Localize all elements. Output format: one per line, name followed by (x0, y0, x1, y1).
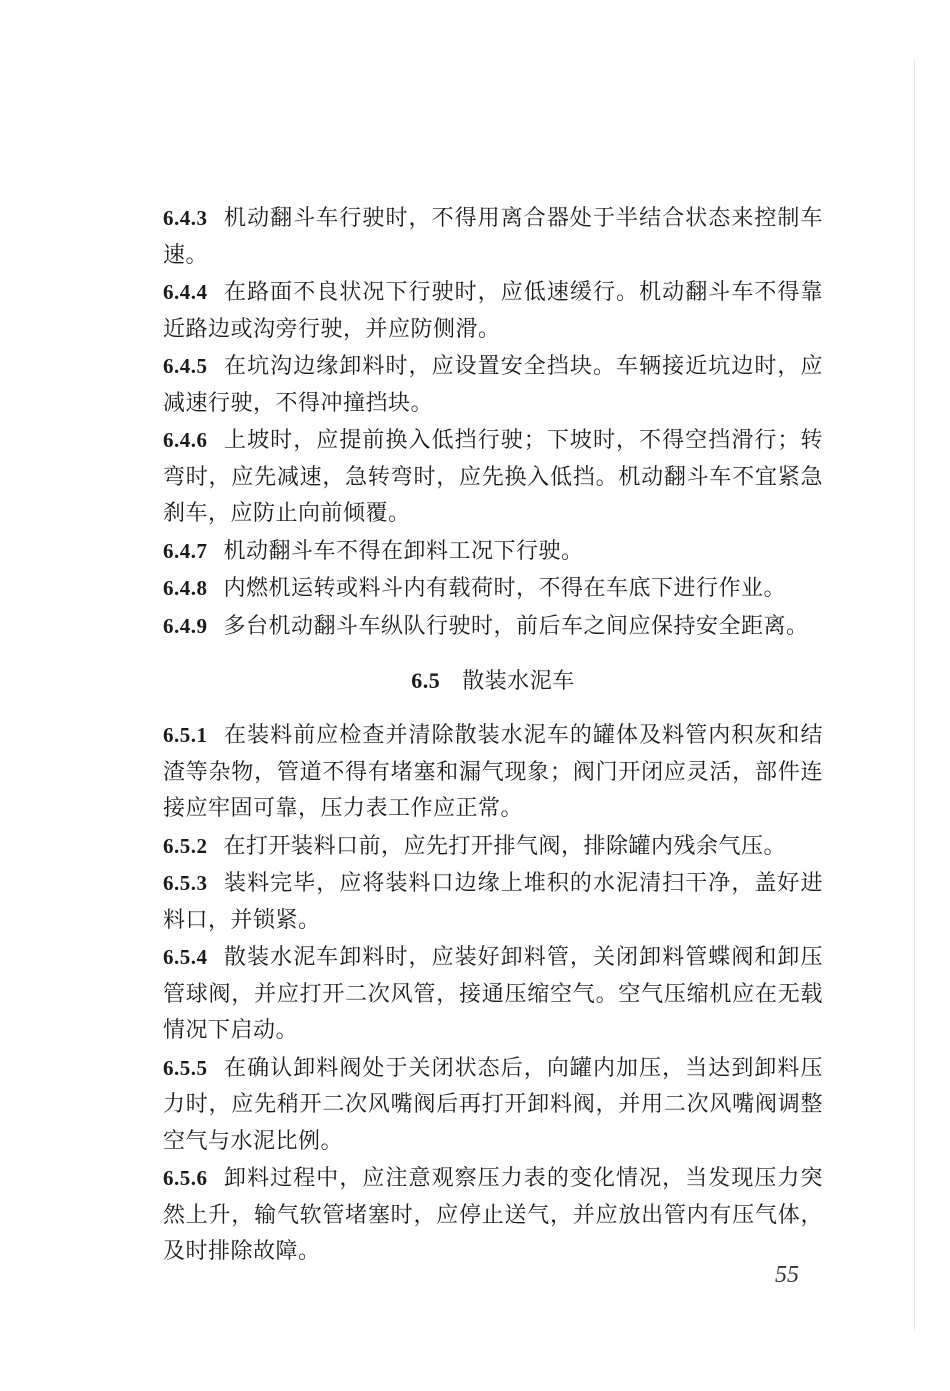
clause-text: 在确认卸料阀处于关闭状态后，向罐内加压，当达到卸料压力时，应先稍开二次风嘴阀后再打开卸料阀，并用二次风嘴阀调整空气与水泥比例。 (163, 1055, 823, 1154)
page-content (163, 200, 823, 1271)
clause-number: 6.4.8 (163, 576, 208, 600)
clause-text: 散装水泥车卸料时，应装好卸料管，关闭卸料管蝶阀和卸压管球阀，并应打开二次风管，接通压缩空气。空气压缩机应在无载情况下启动。 (163, 945, 823, 1043)
clause-6-4-3 (163, 200, 823, 274)
section-title-text: 散装水泥车 (462, 669, 575, 694)
clause-number: 6.5.5 (163, 1055, 208, 1080)
section-number: 6.5 (411, 668, 441, 693)
clause-text: 卸料过程中，应注意观察压力表的变化情况，当发现压力突然上升，输气软管堵塞时，应停止送气，并应放出管内有压气体，及时排除故障。 (163, 1166, 823, 1264)
clause-number: 6.4.3 (163, 206, 208, 230)
clause-text: 在装料前应检查并清除散装水泥车的罐体及料管内积灰和结渣等杂物，管道不得有堵塞和漏气现象；阀门开闭应灵活，部件连接应牢固可靠，压力表工作应正常。 (163, 723, 823, 821)
clause-text: 上坡时，应提前换入低挡行驶；下坡时，不得空挡滑行；转弯时，应先减速，急转弯时，应先换入低挡。机动翻斗车不宜紧急刹车，应防止向前倾覆。 (163, 428, 823, 526)
clause-number: 6.5.2 (163, 833, 208, 858)
clause-6-4-4 (163, 274, 823, 348)
clause-text: 多台机动翻斗车纵队行驶时，前后车之间应保持安全距离。 (223, 613, 809, 639)
clause-text: 在坑沟边缘卸料时，应设置安全挡块。车辆接近坑边时，应减速行驶，不得冲撞挡块。 (163, 354, 823, 416)
clause-6-4-5 (163, 348, 823, 422)
clause-6-5-3 (163, 865, 823, 939)
clause-number: 6.4.9 (163, 613, 208, 638)
clause-number: 6.5.6 (163, 1166, 208, 1190)
clause-text: 在路面不良状况下行驶时，应低速缓行。机动翻斗车不得靠近路边或沟旁行驶，并应防侧滑。 (163, 280, 823, 342)
clause-6-4-9 (163, 608, 823, 646)
clause-6-5-5 (163, 1050, 823, 1161)
clause-text: 机动翻斗车行驶时，不得用离合器处于半结合状态来控制车速。 (163, 206, 823, 268)
page-number: 55 (775, 1262, 799, 1288)
clause-text: 装料完毕，应将装料口边缘上堆积的水泥清扫干净，盖好进料口，并锁紧。 (163, 871, 823, 933)
clause-6-5-1 (163, 717, 823, 828)
clause-6-5-6 (163, 1160, 823, 1271)
clause-number: 6.5.1 (163, 723, 208, 747)
clause-6-5-4 (163, 939, 823, 1050)
clause-number: 6.4.7 (163, 538, 208, 563)
clause-number: 6.5.3 (163, 871, 208, 895)
clause-6-4-8 (163, 570, 823, 608)
clause-number: 6.5.4 (163, 945, 208, 969)
clause-number: 6.4.6 (163, 428, 208, 452)
clause-6-4-6 (163, 422, 823, 533)
section-heading (163, 663, 823, 700)
clause-number: 6.4.5 (163, 354, 208, 378)
page-edge-line (914, 60, 915, 1330)
clause-text: 内燃机运转或料斗内有载荷时，不得在车底下进行作业。 (223, 576, 787, 601)
clause-6-5-2 (163, 828, 823, 866)
clause-text: 在打开装料口前，应先打开排气阀，排除罐内残余气压。 (223, 833, 787, 859)
clause-text: 机动翻斗车不得在卸料工况下行驶。 (223, 538, 584, 564)
clause-6-4-7 (163, 533, 823, 571)
clause-number: 6.4.4 (163, 280, 208, 304)
